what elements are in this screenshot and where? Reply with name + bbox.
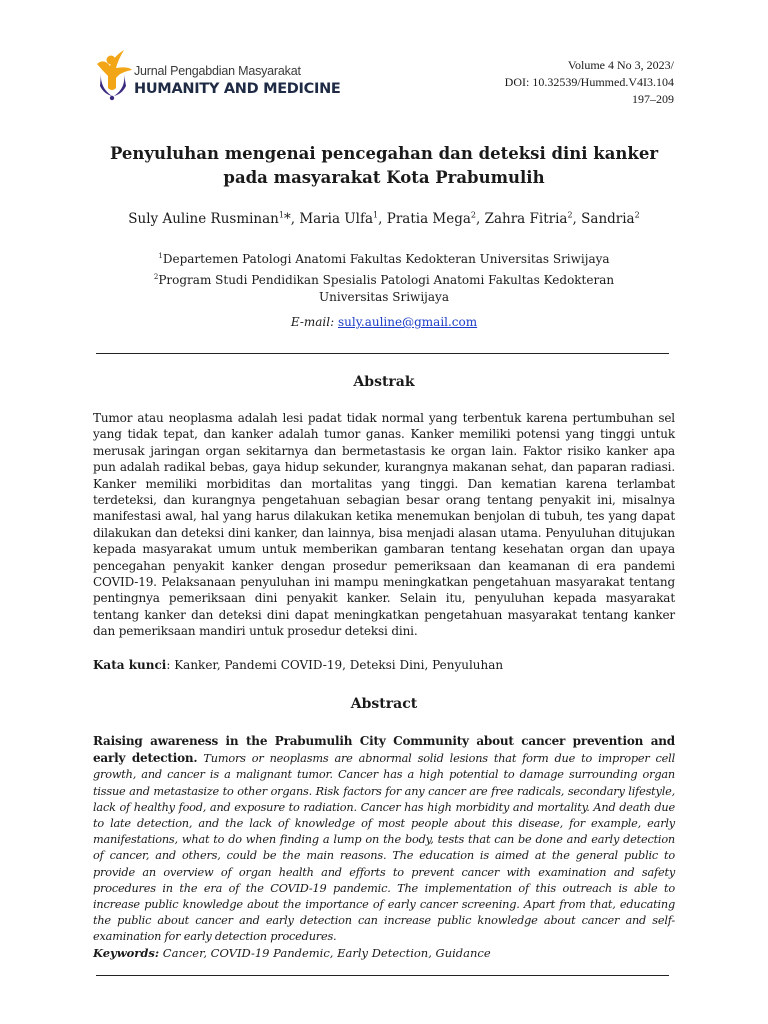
divider (96, 975, 669, 976)
abstract-body (93, 733, 675, 946)
keywords-text: Cancer, COVID-19 Pandemic, Early Detection, Guidance (162, 946, 491, 960)
contact-email (94, 315, 674, 329)
keywords-label: Kata kunci (93, 658, 167, 672)
issue-doi: DOI: 10.32539/Hummed.V4I3.104 (504, 75, 674, 89)
abstract-text: Tumors or neoplasms are abnormal solid lesions that form due to improper cell growth, and cancer is a malignant tumor. Cancer has a high potential to damage surrounding organ tissue and metastasize to other organs. Risk factors for any cancer are free radicals, secondary lifestyle, lack of healthy food, and exposure to radiation. Cancer has high morbidity and mortality. And death due to late detection, and the lack of knowledge of most people about this disease, for example, early manifestations, what to do when finding a lump on the body, tests that can be done and early detection of cancer, and others, could be the main reasons. The education is aimed at the general public to provide an overview of organ health and efforts to prevent cancer with examination and safety procedures in the era of the COVID-19 pandemic. The implementation of this outreach is able to increase public knowledge about the importance of early cancer screening. Apart from that, educating the public about cancer and early detection can increase public knowledge about cancer and self-examination for early detection procedures. (93, 752, 675, 944)
divider (96, 353, 669, 354)
issue-volume: Volume 4 No 3, 2023/ (567, 58, 674, 72)
abstrak-body: Tumor atau neoplasma adalah lesi padat tidak normal yang terbentuk karena pertumbuhan sel yang tidak tepat, dan kanker adalah tumor ganas. Kanker memiliki potensi yang tinggi untuk merusak jaringan organ sekitarnya dan bermetastasis ke organ lain. Faktor risiko kanker apa pun adalah radikal bebas, gaya hidup sekunder, kurangnya makanan sehat, dan paparan radiasi. Kanker memiliki morbiditas dan mortalitas yang tinggi. Dan kematian karena terlambat terdeteksi, dan kurangnya pengetahuan sebagian besar orang tentang penyakit ini, misalnya manifestasi awal, hal yang harus dilakukan ketika menemukan benjolan di tubuh, tes yang dapat dilakukan dan deteksi dini kanker, dan lainnya, bisa menjadi alasan utama. Penyuluhan ditujukan kepada masyarakat umum untuk memberikan gambaran tentang kesehatan organ dan upaya pencegahan penyakit kanker dengan prosedur pemeriksaan dan keamanan di era pandemi COVID-19. Pelaksanaan penyuluhan ini mampu meningkatkan pengetahuan masyarakat tentang pentingnya pemeriksaan dini penyakit kanker. Selain itu, penyuluhan kepada masyarakat tentang kanker dan deteksi dini dapat meningkatkan pengetahuan masyarakat tentang kanker dan pemeriksaan mandiri untuk prosedur deteksi dini. (93, 411, 675, 639)
journal-logo (94, 44, 344, 106)
keywords-text: : Kanker, Pandemi COVID-19, Deteksi Dini, Penyuluhan (166, 658, 504, 672)
email-label: E-mail: (290, 315, 335, 329)
abstrak-keywords (93, 658, 675, 672)
abstract-title: Raising awareness in the Prabumulih City Community about cancer prevention and early detection. (93, 734, 675, 766)
author: Zahra Fitria$^2$, (484, 210, 582, 227)
affiliation: $^1$Departemen Patologi Anatomi Fakultas Kedokteran Universitas Sriwijaya (158, 252, 610, 266)
issue-info (505, 57, 674, 108)
affiliation: $^2$Program Studi Pendidikan Spesialis Patologi Anatomi Fakultas Kedokteran Universitas Sriwijaya (153, 272, 615, 304)
abstract-heading: Abstract (350, 696, 418, 712)
abstract-keywords (93, 946, 675, 960)
author: Maria Ulfa$^1$, (299, 210, 387, 227)
journal-name-line2: HUMANITY AND MEDICINE (134, 81, 341, 97)
author: Suly Auline Rusminan$^1$*, (128, 210, 300, 227)
author: Pratia Mega$^2$, (386, 210, 485, 227)
author: Sandria$^2$ (581, 210, 640, 227)
abstrak-heading: Abstrak (353, 374, 415, 390)
keywords-label: Keywords: (93, 946, 160, 960)
journal-name-line1: Jurnal Pengabdian Masyarakat (134, 64, 301, 78)
author-list (94, 210, 674, 227)
email-link[interactable]: suly.auline@gmail.com (337, 315, 478, 329)
journal-emblem-icon (94, 44, 134, 106)
article-title: Penyuluhan mengenai pencegahan dan deteksi dini kanker pada masyarakat Kota Prabumulih (109, 144, 659, 187)
issue-pages: 197–209 (632, 92, 674, 106)
affiliation-list (130, 248, 638, 307)
